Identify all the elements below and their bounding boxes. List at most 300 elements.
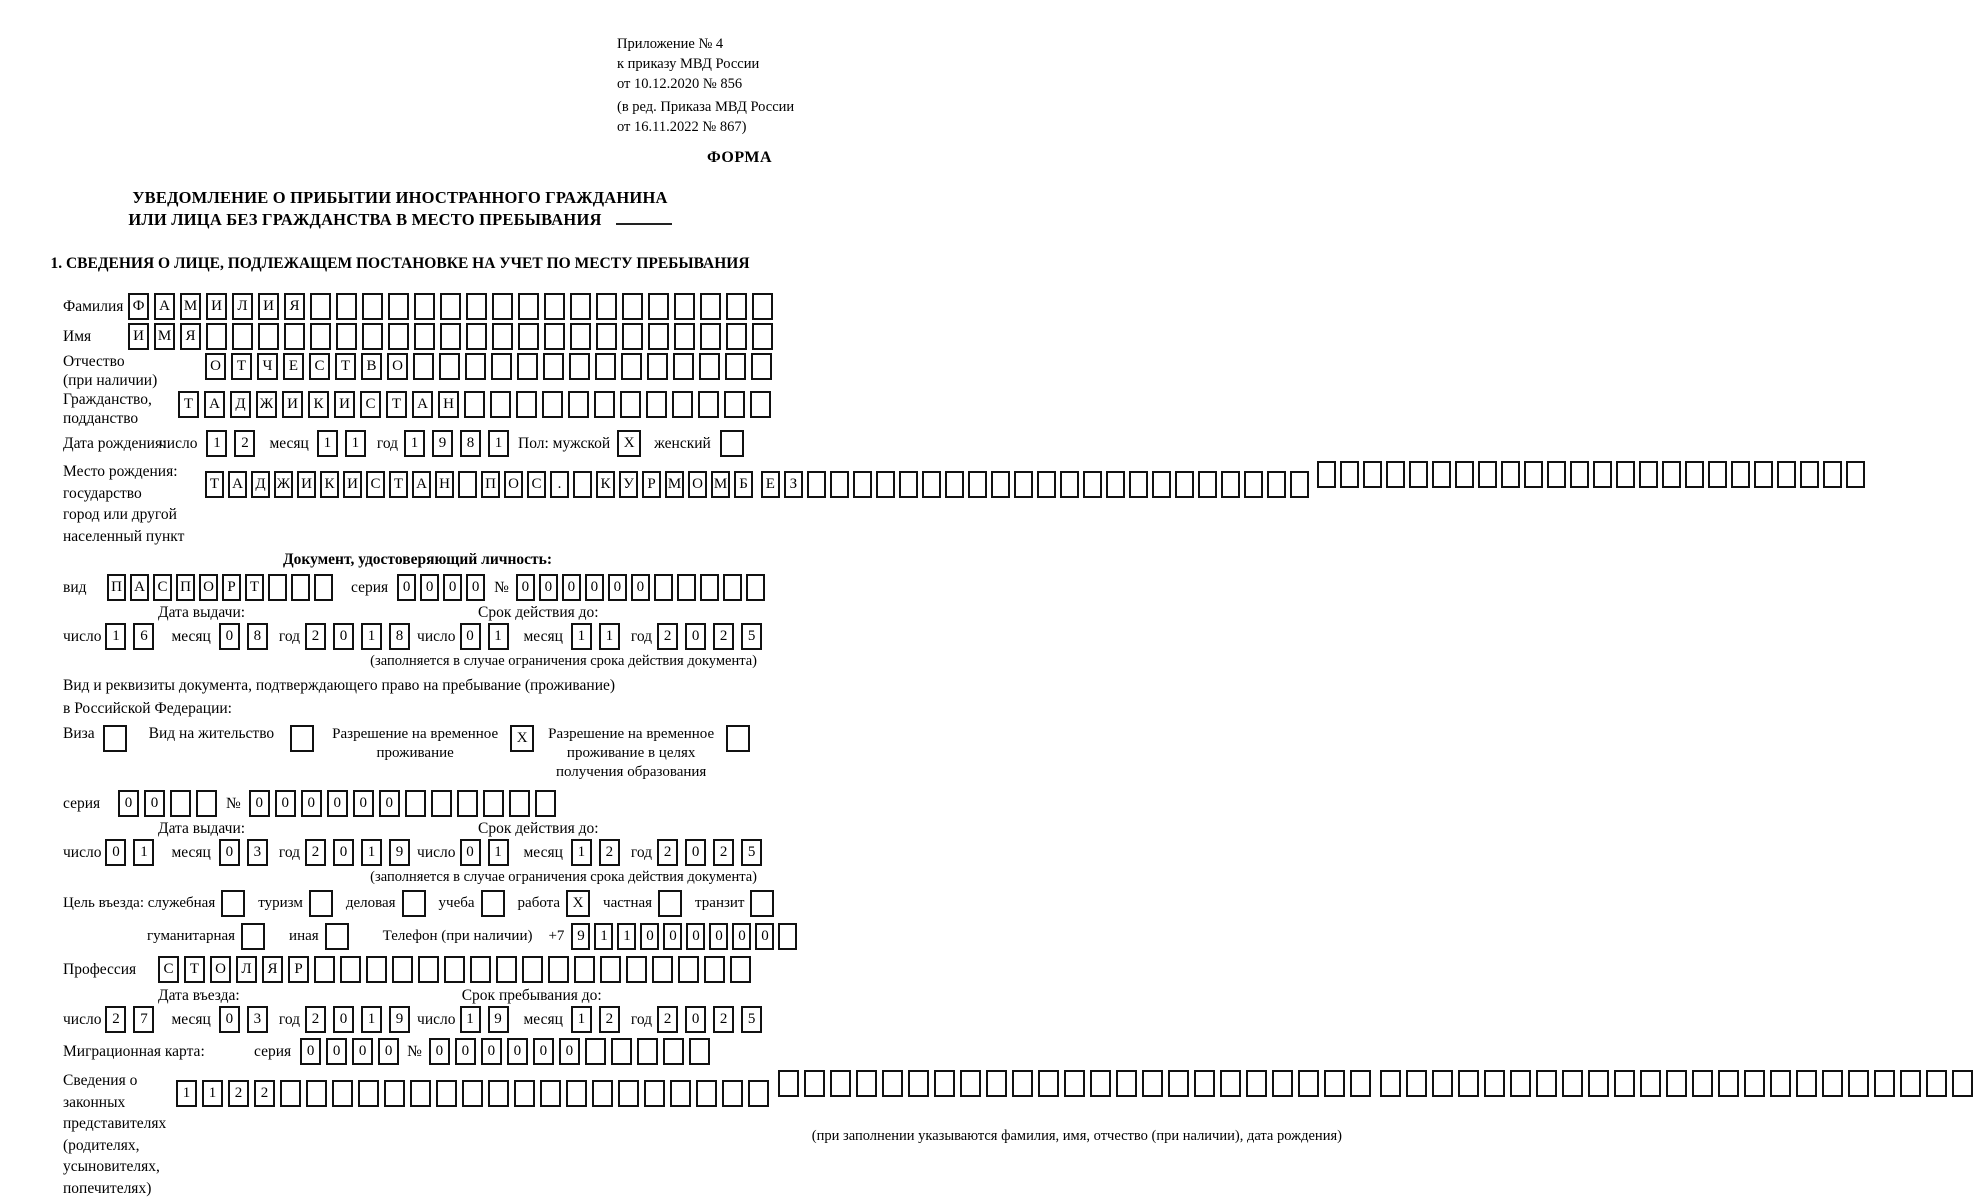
char-cell[interactable] (291, 574, 310, 601)
char-cell[interactable] (585, 1038, 606, 1065)
char-cell[interactable]: 0 (333, 1006, 354, 1033)
char-cell[interactable] (336, 323, 357, 350)
char-cell[interactable]: П (481, 471, 500, 498)
char-cell[interactable]: Т (205, 471, 224, 498)
char-cell[interactable]: 0 (460, 839, 481, 866)
char-cell[interactable]: 2 (105, 1006, 126, 1033)
char-cell[interactable]: 0 (539, 574, 558, 601)
purpose-study-checkbox[interactable] (481, 890, 505, 917)
char-cell[interactable]: 0 (219, 839, 240, 866)
char-cell[interactable]: 0 (352, 1038, 373, 1065)
char-cell[interactable] (1012, 1070, 1033, 1097)
visa-checkbox[interactable] (103, 725, 127, 752)
char-cell[interactable] (514, 1080, 535, 1107)
char-cell[interactable] (418, 956, 439, 983)
migration-card-series-field[interactable] (300, 1038, 404, 1065)
char-cell[interactable]: 1 (176, 1080, 197, 1107)
char-cell[interactable]: 0 (443, 574, 462, 601)
char-cell[interactable]: И (282, 391, 303, 418)
char-cell[interactable] (1298, 1070, 1319, 1097)
char-cell[interactable]: 2 (599, 1006, 620, 1033)
char-cell[interactable] (517, 353, 538, 380)
char-cell[interactable]: 0 (685, 623, 706, 650)
char-cell[interactable] (1692, 1070, 1713, 1097)
char-cell[interactable] (268, 574, 287, 601)
char-cell[interactable] (457, 790, 478, 817)
char-cell[interactable] (388, 293, 409, 320)
char-cell[interactable]: И (258, 293, 279, 320)
char-cell[interactable]: К (596, 471, 615, 498)
char-cell[interactable]: 1 (571, 839, 592, 866)
char-cell[interactable] (1246, 1070, 1267, 1097)
char-cell[interactable] (1848, 1070, 1869, 1097)
migration-card-number-field[interactable] (429, 1038, 715, 1065)
char-cell[interactable]: Д (251, 471, 270, 498)
char-cell[interactable] (1754, 461, 1773, 488)
char-cell[interactable] (1900, 1070, 1921, 1097)
char-cell[interactable]: 0 (219, 1006, 240, 1033)
char-cell[interactable]: 1 (361, 839, 382, 866)
char-cell[interactable] (698, 391, 719, 418)
purpose-tourism-checkbox[interactable] (309, 890, 333, 917)
char-cell[interactable]: 9 (389, 839, 410, 866)
char-cell[interactable] (492, 323, 513, 350)
char-cell[interactable] (622, 293, 643, 320)
char-cell[interactable]: Р (288, 956, 309, 983)
char-cell[interactable] (672, 391, 693, 418)
doc-valid-month[interactable] (571, 623, 627, 650)
stay-valid-year[interactable] (657, 839, 769, 866)
char-cell[interactable] (595, 353, 616, 380)
char-cell[interactable] (620, 391, 641, 418)
char-cell[interactable] (856, 1070, 877, 1097)
char-cell[interactable]: Д (230, 391, 251, 418)
birthplace-line2-field[interactable] (761, 471, 1313, 498)
char-cell[interactable] (853, 471, 872, 498)
char-cell[interactable]: Я (180, 323, 201, 350)
char-cell[interactable] (1116, 1070, 1137, 1097)
char-cell[interactable] (704, 956, 725, 983)
char-cell[interactable] (280, 1080, 301, 1107)
form-number-blank[interactable] (616, 209, 672, 225)
char-cell[interactable] (726, 323, 747, 350)
char-cell[interactable] (1708, 461, 1727, 488)
char-cell[interactable]: 0 (732, 923, 751, 950)
char-cell[interactable]: Т (178, 391, 199, 418)
char-cell[interactable] (1662, 461, 1681, 488)
char-cell[interactable] (1952, 1070, 1973, 1097)
char-cell[interactable]: А (204, 391, 225, 418)
temp-residence-edu-checkbox[interactable] (726, 725, 750, 752)
birth-year-field[interactable] (404, 430, 516, 457)
char-cell[interactable] (1614, 1070, 1635, 1097)
char-cell[interactable]: О (199, 574, 218, 601)
char-cell[interactable] (1570, 461, 1589, 488)
stay-issue-month[interactable] (219, 839, 275, 866)
char-cell[interactable] (490, 391, 511, 418)
char-cell[interactable] (410, 1080, 431, 1107)
char-cell[interactable]: 0 (709, 923, 728, 950)
char-cell[interactable] (544, 323, 565, 350)
char-cell[interactable]: Н (438, 391, 459, 418)
char-cell[interactable] (1510, 1070, 1531, 1097)
char-cell[interactable]: 0 (429, 1038, 450, 1065)
char-cell[interactable] (1106, 471, 1125, 498)
char-cell[interactable] (570, 293, 591, 320)
char-cell[interactable]: 0 (249, 790, 270, 817)
char-cell[interactable] (700, 293, 721, 320)
char-cell[interactable]: Т (184, 956, 205, 983)
char-cell[interactable] (1593, 461, 1612, 488)
char-cell[interactable]: 8 (460, 430, 481, 457)
stay-valid-day[interactable] (460, 839, 516, 866)
char-cell[interactable]: С (360, 391, 381, 418)
char-cell[interactable] (1090, 1070, 1111, 1097)
char-cell[interactable] (596, 293, 617, 320)
char-cell[interactable] (726, 293, 747, 320)
char-cell[interactable] (648, 323, 669, 350)
purpose-business-checkbox[interactable] (402, 890, 426, 917)
char-cell[interactable] (1478, 461, 1497, 488)
char-cell[interactable] (1501, 461, 1520, 488)
char-cell[interactable]: 1 (460, 1006, 481, 1033)
char-cell[interactable] (626, 956, 647, 983)
char-cell[interactable] (466, 293, 487, 320)
char-cell[interactable]: 8 (389, 623, 410, 650)
char-cell[interactable] (440, 323, 461, 350)
char-cell[interactable] (1822, 1070, 1843, 1097)
birth-day-field[interactable] (206, 430, 262, 457)
representatives-line1-field[interactable] (176, 1080, 774, 1107)
char-cell[interactable]: А (228, 471, 247, 498)
surname-field[interactable] (128, 293, 778, 320)
char-cell[interactable]: 1 (488, 430, 509, 457)
char-cell[interactable] (724, 391, 745, 418)
char-cell[interactable]: А (154, 293, 175, 320)
char-cell[interactable]: 0 (397, 574, 416, 601)
char-cell[interactable] (362, 323, 383, 350)
purpose-work-checkbox[interactable]: X (566, 890, 590, 917)
char-cell[interactable] (1350, 1070, 1371, 1097)
char-cell[interactable]: 0 (301, 790, 322, 817)
char-cell[interactable] (1846, 461, 1865, 488)
char-cell[interactable]: С (153, 574, 172, 601)
char-cell[interactable]: И (343, 471, 362, 498)
char-cell[interactable] (778, 923, 797, 950)
char-cell[interactable]: . (550, 471, 569, 498)
birthplace-line1-field[interactable] (205, 471, 757, 498)
entry-month[interactable] (219, 1006, 275, 1033)
purpose-official-checkbox[interactable] (221, 890, 245, 917)
char-cell[interactable]: 5 (741, 623, 762, 650)
char-cell[interactable]: Т (389, 471, 408, 498)
char-cell[interactable]: 0 (507, 1038, 528, 1065)
char-cell[interactable]: 9 (389, 1006, 410, 1033)
char-cell[interactable] (496, 956, 517, 983)
char-cell[interactable]: 2 (657, 623, 678, 650)
char-cell[interactable]: 1 (594, 923, 613, 950)
char-cell[interactable]: Я (284, 293, 305, 320)
char-cell[interactable] (232, 323, 253, 350)
char-cell[interactable] (882, 1070, 903, 1097)
char-cell[interactable] (1175, 471, 1194, 498)
char-cell[interactable] (462, 1080, 483, 1107)
char-cell[interactable]: 2 (305, 623, 326, 650)
char-cell[interactable] (306, 1080, 327, 1107)
char-cell[interactable] (699, 353, 720, 380)
char-cell[interactable] (488, 1080, 509, 1107)
char-cell[interactable]: 1 (206, 430, 227, 457)
char-cell[interactable]: 2 (305, 1006, 326, 1033)
char-cell[interactable]: 0 (333, 839, 354, 866)
char-cell[interactable] (746, 574, 765, 601)
char-cell[interactable] (465, 353, 486, 380)
doc-type-field[interactable] (107, 574, 337, 601)
char-cell[interactable] (540, 1080, 561, 1107)
birth-month-field[interactable] (317, 430, 373, 457)
char-cell[interactable]: 5 (741, 1006, 762, 1033)
char-cell[interactable]: В (361, 353, 382, 380)
given-name-field[interactable] (128, 323, 778, 350)
char-cell[interactable]: 7 (133, 1006, 154, 1033)
char-cell[interactable] (332, 1080, 353, 1107)
char-cell[interactable] (1037, 471, 1056, 498)
char-cell[interactable] (1317, 461, 1336, 488)
char-cell[interactable] (723, 574, 742, 601)
char-cell[interactable]: 0 (631, 574, 650, 601)
char-cell[interactable] (1588, 1070, 1609, 1097)
char-cell[interactable] (1926, 1070, 1947, 1097)
char-cell[interactable] (1129, 471, 1148, 498)
char-cell[interactable] (470, 956, 491, 983)
char-cell[interactable] (696, 1080, 717, 1107)
char-cell[interactable]: О (210, 956, 231, 983)
purpose-private-checkbox[interactable] (658, 890, 682, 917)
char-cell[interactable] (1639, 461, 1658, 488)
stay-issue-day[interactable] (105, 839, 161, 866)
char-cell[interactable] (968, 471, 987, 498)
char-cell[interactable]: А (412, 391, 433, 418)
char-cell[interactable] (1547, 461, 1566, 488)
char-cell[interactable] (1060, 471, 1079, 498)
char-cell[interactable]: 0 (105, 839, 126, 866)
char-cell[interactable]: 0 (608, 574, 627, 601)
char-cell[interactable]: К (308, 391, 329, 418)
char-cell[interactable] (876, 471, 895, 498)
char-cell[interactable] (413, 353, 434, 380)
char-cell[interactable] (804, 1070, 825, 1097)
stay-valid-month[interactable] (571, 839, 627, 866)
char-cell[interactable] (440, 293, 461, 320)
char-cell[interactable] (1038, 1070, 1059, 1097)
patronymic-field[interactable] (205, 353, 777, 380)
char-cell[interactable] (1272, 1070, 1293, 1097)
char-cell[interactable]: 2 (713, 839, 734, 866)
char-cell[interactable] (646, 391, 667, 418)
char-cell[interactable] (908, 1070, 929, 1097)
char-cell[interactable]: 1 (105, 623, 126, 650)
char-cell[interactable] (1194, 1070, 1215, 1097)
char-cell[interactable]: Р (642, 471, 661, 498)
char-cell[interactable]: И (128, 323, 149, 350)
char-cell[interactable] (405, 790, 426, 817)
char-cell[interactable] (644, 1080, 665, 1107)
char-cell[interactable] (1064, 1070, 1085, 1097)
char-cell[interactable]: 2 (228, 1080, 249, 1107)
char-cell[interactable]: Б (734, 471, 753, 498)
char-cell[interactable]: З (784, 471, 803, 498)
purpose-transit-checkbox[interactable] (750, 890, 774, 917)
char-cell[interactable] (464, 391, 485, 418)
char-cell[interactable] (934, 1070, 955, 1097)
representatives-line3-field[interactable] (1380, 1070, 1978, 1097)
char-cell[interactable]: 0 (516, 574, 535, 601)
char-cell[interactable] (1221, 471, 1240, 498)
stay-until-day[interactable] (460, 1006, 516, 1033)
char-cell[interactable] (1406, 1070, 1427, 1097)
char-cell[interactable] (778, 1070, 799, 1097)
char-cell[interactable]: А (412, 471, 431, 498)
char-cell[interactable] (458, 471, 477, 498)
char-cell[interactable]: 0 (585, 574, 604, 601)
char-cell[interactable] (1152, 471, 1171, 498)
representatives-line2-field[interactable] (778, 1070, 1376, 1097)
char-cell[interactable] (1409, 461, 1428, 488)
char-cell[interactable] (414, 323, 435, 350)
char-cell[interactable] (516, 391, 537, 418)
char-cell[interactable] (483, 790, 504, 817)
char-cell[interactable]: Т (231, 353, 252, 380)
char-cell[interactable] (1731, 461, 1750, 488)
char-cell[interactable] (1455, 461, 1474, 488)
char-cell[interactable]: 1 (488, 623, 509, 650)
char-cell[interactable]: М (180, 293, 201, 320)
char-cell[interactable] (568, 391, 589, 418)
char-cell[interactable] (1340, 461, 1359, 488)
char-cell[interactable]: И (206, 293, 227, 320)
char-cell[interactable] (1744, 1070, 1765, 1097)
char-cell[interactable] (518, 323, 539, 350)
char-cell[interactable]: 1 (571, 623, 592, 650)
char-cell[interactable]: 9 (488, 1006, 509, 1033)
char-cell[interactable]: О (205, 353, 226, 380)
char-cell[interactable] (491, 353, 512, 380)
char-cell[interactable]: 6 (133, 623, 154, 650)
char-cell[interactable] (548, 956, 569, 983)
stay-until-month[interactable] (571, 1006, 627, 1033)
char-cell[interactable]: С (309, 353, 330, 380)
char-cell[interactable] (700, 574, 719, 601)
char-cell[interactable] (258, 323, 279, 350)
char-cell[interactable] (1290, 471, 1309, 498)
char-cell[interactable] (170, 790, 191, 817)
char-cell[interactable] (670, 1080, 691, 1107)
char-cell[interactable] (570, 323, 591, 350)
char-cell[interactable] (388, 323, 409, 350)
char-cell[interactable]: 1 (361, 1006, 382, 1033)
char-cell[interactable] (1640, 1070, 1661, 1097)
char-cell[interactable] (492, 293, 513, 320)
entry-year[interactable] (305, 1006, 417, 1033)
char-cell[interactable] (284, 323, 305, 350)
char-cell[interactable] (637, 1038, 658, 1065)
char-cell[interactable]: 0 (685, 839, 706, 866)
char-cell[interactable] (730, 956, 751, 983)
char-cell[interactable]: 0 (300, 1038, 321, 1065)
char-cell[interactable]: 2 (305, 839, 326, 866)
char-cell[interactable] (1220, 1070, 1241, 1097)
char-cell[interactable] (596, 323, 617, 350)
char-cell[interactable] (1168, 1070, 1189, 1097)
char-cell[interactable] (1244, 471, 1263, 498)
char-cell[interactable] (1718, 1070, 1739, 1097)
char-cell[interactable] (960, 1070, 981, 1097)
temp-residence-checkbox[interactable]: X (510, 725, 534, 752)
char-cell[interactable] (1536, 1070, 1557, 1097)
char-cell[interactable] (592, 1080, 613, 1107)
char-cell[interactable] (310, 323, 331, 350)
char-cell[interactable]: Ж (274, 471, 293, 498)
phone-field[interactable] (571, 923, 801, 950)
doc-valid-year[interactable] (657, 623, 769, 650)
char-cell[interactable] (542, 391, 563, 418)
char-cell[interactable]: 2 (713, 623, 734, 650)
char-cell[interactable] (600, 956, 621, 983)
char-cell[interactable]: О (504, 471, 523, 498)
char-cell[interactable]: Т (386, 391, 407, 418)
char-cell[interactable] (1685, 461, 1704, 488)
doc-series-field[interactable] (397, 574, 489, 601)
char-cell[interactable] (752, 323, 773, 350)
char-cell[interactable]: 1 (202, 1080, 223, 1107)
char-cell[interactable]: С (158, 956, 179, 983)
char-cell[interactable] (1198, 471, 1217, 498)
char-cell[interactable]: Л (236, 956, 257, 983)
char-cell[interactable]: 1 (599, 623, 620, 650)
birthplace-line3-field[interactable] (1317, 461, 1869, 488)
char-cell[interactable] (1800, 461, 1819, 488)
char-cell[interactable] (663, 1038, 684, 1065)
entry-day[interactable] (105, 1006, 161, 1033)
char-cell[interactable]: Н (435, 471, 454, 498)
char-cell[interactable]: 1 (571, 1006, 592, 1033)
char-cell[interactable]: 9 (432, 430, 453, 457)
char-cell[interactable]: С (527, 471, 546, 498)
char-cell[interactable] (752, 293, 773, 320)
char-cell[interactable] (594, 391, 615, 418)
char-cell[interactable] (1363, 461, 1382, 488)
char-cell[interactable] (518, 293, 539, 320)
char-cell[interactable]: Т (245, 574, 264, 601)
char-cell[interactable] (439, 353, 460, 380)
char-cell[interactable] (466, 323, 487, 350)
char-cell[interactable]: 1 (345, 430, 366, 457)
char-cell[interactable]: 2 (234, 430, 255, 457)
char-cell[interactable]: О (688, 471, 707, 498)
char-cell[interactable]: 1 (317, 430, 338, 457)
char-cell[interactable]: 0 (326, 1038, 347, 1065)
char-cell[interactable] (986, 1070, 1007, 1097)
char-cell[interactable] (899, 471, 918, 498)
char-cell[interactable]: 0 (455, 1038, 476, 1065)
char-cell[interactable] (566, 1080, 587, 1107)
char-cell[interactable] (673, 353, 694, 380)
char-cell[interactable] (622, 323, 643, 350)
char-cell[interactable] (830, 471, 849, 498)
char-cell[interactable] (436, 1080, 457, 1107)
doc-issue-month[interactable] (219, 623, 275, 650)
char-cell[interactable] (1524, 461, 1543, 488)
